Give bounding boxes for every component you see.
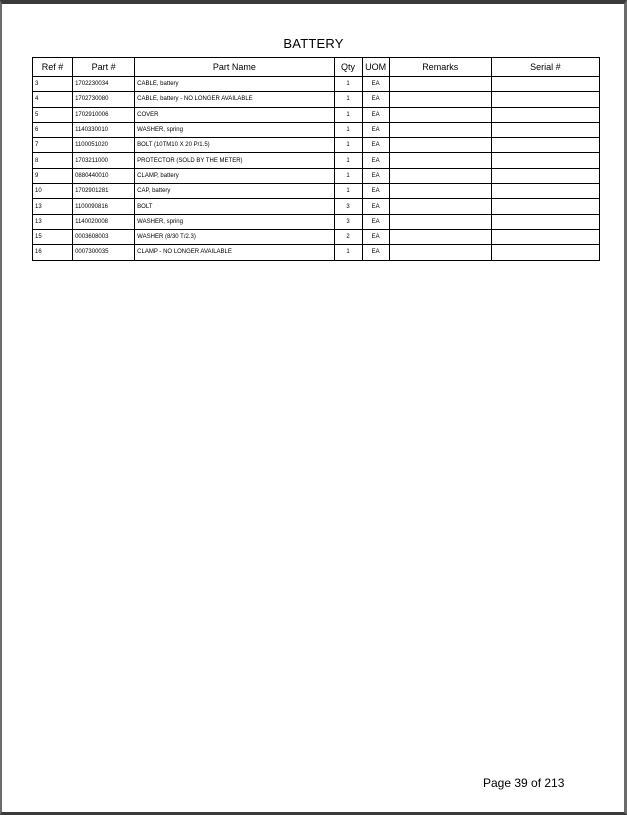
cell-ref: 3 — [33, 77, 73, 92]
cell-remarks — [389, 122, 491, 137]
table-header-row — [33, 58, 600, 77]
header-ref: Ref # — [33, 58, 73, 77]
cell-part-number: 1702730080 — [73, 92, 135, 107]
cell-ref: 13 — [33, 214, 73, 229]
cell-ref: 9 — [33, 168, 73, 183]
header-part-name: Part Name — [135, 58, 334, 77]
cell-part-number: 0003608003 — [73, 229, 135, 244]
cell-part-name: BOLT — [135, 199, 334, 214]
cell-part-name: WASHER, spring — [135, 214, 334, 229]
cell-qty: 3 — [334, 199, 362, 214]
cell-part-name: BOLT (10TM10 X 20 P/1.5) — [135, 138, 334, 153]
page-title: BATTERY — [283, 36, 344, 51]
cell-remarks — [389, 77, 491, 92]
table-row — [33, 153, 600, 168]
cell-uom: EA — [362, 77, 389, 92]
cell-part-name: WASHER, spring — [135, 122, 334, 137]
cell-uom: EA — [362, 107, 389, 122]
header-uom: UOM — [362, 58, 389, 77]
table-row — [33, 77, 600, 92]
table-row — [33, 122, 600, 137]
cell-serial — [491, 168, 599, 183]
cell-remarks — [389, 168, 491, 183]
cell-part-number: 1703211000 — [73, 153, 135, 168]
cell-part-number: 0880440010 — [73, 168, 135, 183]
cell-part-number: 1100051020 — [73, 138, 135, 153]
cell-remarks — [389, 229, 491, 244]
cell-qty: 1 — [334, 107, 362, 122]
cell-ref: 6 — [33, 122, 73, 137]
cell-serial — [491, 214, 599, 229]
cell-uom: EA — [362, 122, 389, 137]
header-remarks: Remarks — [389, 58, 491, 77]
cell-serial — [491, 122, 599, 137]
cell-part-name: WASHER (8/30 T/2.3) — [135, 229, 334, 244]
cell-ref: 13 — [33, 199, 73, 214]
cell-part-number: 1702910006 — [73, 107, 135, 122]
cell-serial — [491, 245, 599, 260]
cell-part-name: CABLE, battery — [135, 77, 334, 92]
cell-part-name: CABLE, battery - NO LONGER AVAILABLE — [135, 92, 334, 107]
cell-qty: 2 — [334, 229, 362, 244]
table-row — [33, 168, 600, 183]
cell-qty: 1 — [334, 153, 362, 168]
cell-uom: EA — [362, 199, 389, 214]
cell-part-number: 1140020008 — [73, 214, 135, 229]
cell-ref: 16 — [33, 245, 73, 260]
cell-serial — [491, 229, 599, 244]
cell-remarks — [389, 184, 491, 199]
cell-qty: 3 — [334, 214, 362, 229]
cell-serial — [491, 92, 599, 107]
cell-uom: EA — [362, 138, 389, 153]
cell-remarks — [389, 245, 491, 260]
cell-part-name: CLAMP - NO LONGER AVAILABLE — [135, 245, 334, 260]
cell-qty: 1 — [334, 92, 362, 107]
cell-qty: 1 — [334, 138, 362, 153]
cell-qty: 1 — [334, 245, 362, 260]
cell-remarks — [389, 199, 491, 214]
cell-uom: EA — [362, 245, 389, 260]
cell-serial — [491, 77, 599, 92]
page-number: Page 39 of 213 — [483, 776, 565, 790]
cell-remarks — [389, 214, 491, 229]
cell-serial — [491, 107, 599, 122]
cell-serial — [491, 184, 599, 199]
cell-qty: 1 — [334, 168, 362, 183]
cell-ref: 4 — [33, 92, 73, 107]
cell-part-name: CAP, battery — [135, 184, 334, 199]
cell-uom: EA — [362, 153, 389, 168]
table-row — [33, 229, 600, 244]
cell-serial — [491, 153, 599, 168]
cell-remarks — [389, 153, 491, 168]
table-row — [33, 107, 600, 122]
cell-part-name: COVER — [135, 107, 334, 122]
header-qty: Qty — [334, 58, 362, 77]
cell-part-name: CLAMP, battery — [135, 168, 334, 183]
table-row — [33, 92, 600, 107]
cell-part-name: PROTECTOR (SOLD BY THE METER) — [135, 153, 334, 168]
cell-qty: 1 — [334, 184, 362, 199]
table-row — [33, 214, 600, 229]
cell-qty: 1 — [334, 77, 362, 92]
cell-uom: EA — [362, 214, 389, 229]
cell-remarks — [389, 92, 491, 107]
cell-ref: 8 — [33, 153, 73, 168]
table-row — [33, 199, 600, 214]
table-row — [33, 184, 600, 199]
cell-ref: 7 — [33, 138, 73, 153]
cell-qty: 1 — [334, 122, 362, 137]
cell-remarks — [389, 107, 491, 122]
cell-part-number: 0007300035 — [73, 245, 135, 260]
cell-serial — [491, 138, 599, 153]
cell-serial — [491, 199, 599, 214]
cell-part-number: 1702901281 — [73, 184, 135, 199]
cell-uom: EA — [362, 229, 389, 244]
cell-uom: EA — [362, 92, 389, 107]
header-part-number: Part # — [73, 58, 135, 77]
cell-uom: EA — [362, 168, 389, 183]
cell-part-number: 1140330010 — [73, 122, 135, 137]
cell-ref: 5 — [33, 107, 73, 122]
cell-ref: 15 — [33, 229, 73, 244]
table-row — [33, 138, 600, 153]
parts-table — [32, 57, 600, 261]
cell-uom: EA — [362, 184, 389, 199]
table-row — [33, 245, 600, 260]
cell-part-number: 1702230034 — [73, 77, 135, 92]
header-serial: Serial # — [491, 58, 599, 77]
cell-ref: 10 — [33, 184, 73, 199]
cell-part-number: 1100090816 — [73, 199, 135, 214]
cell-remarks — [389, 138, 491, 153]
